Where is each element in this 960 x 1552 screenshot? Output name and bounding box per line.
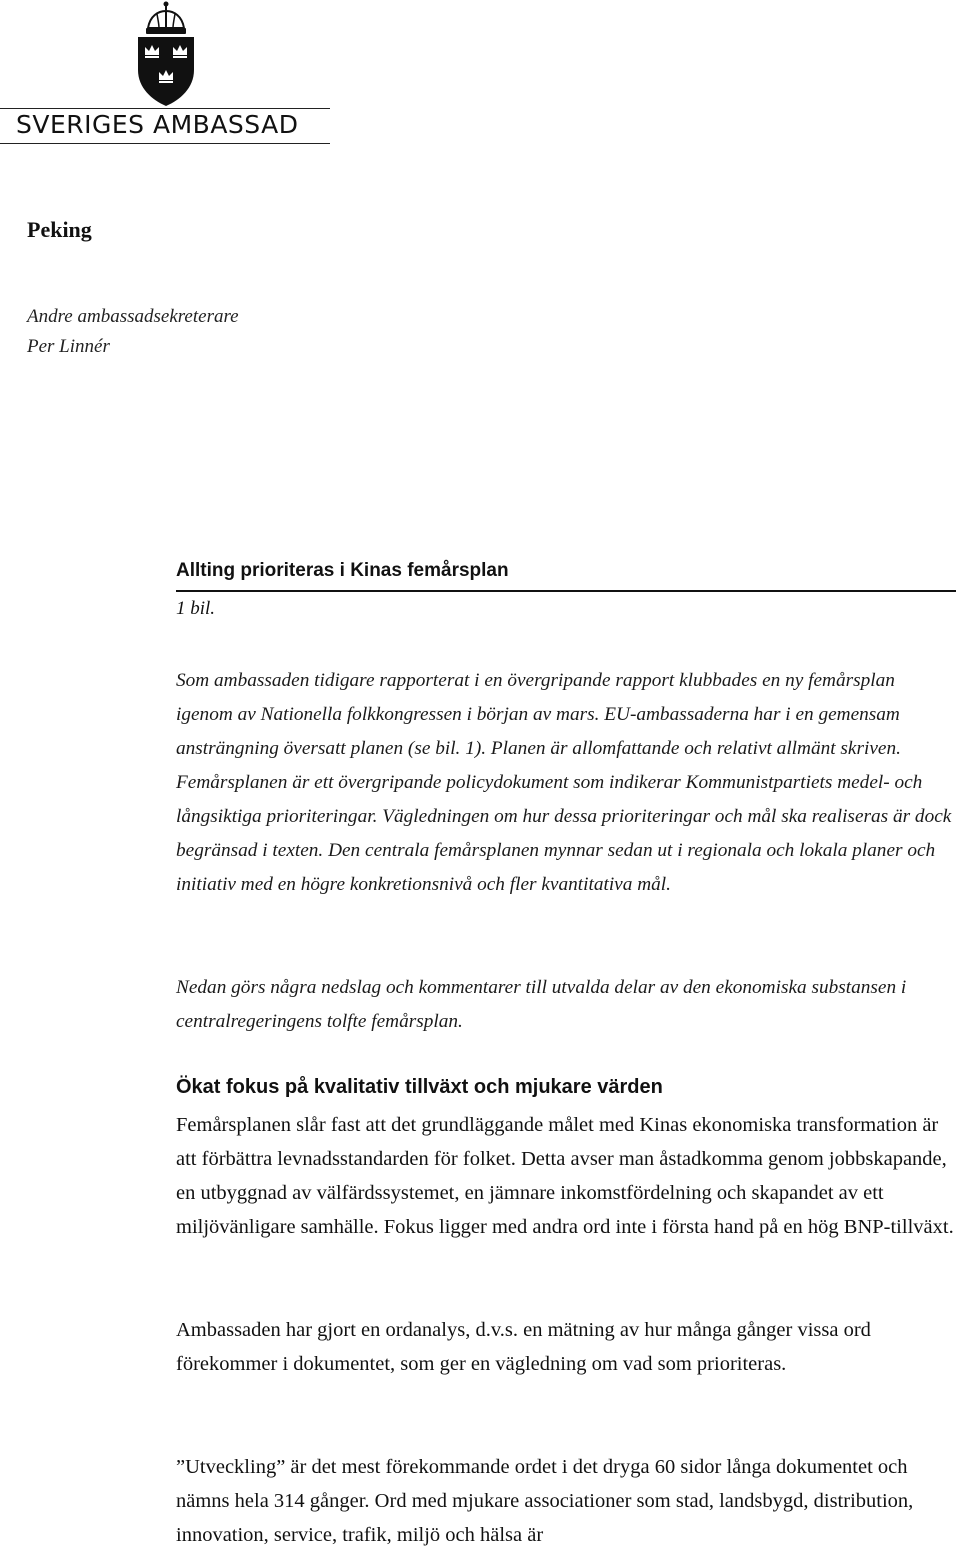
- letterhead-top-rule: [0, 108, 330, 109]
- title-underline: [176, 590, 956, 592]
- overview-paragraph: Nedan görs några nedslag och kommentarer till utvalda delar av den ekonomiska substansen i centralregeringens tolfte femårsplan.: [176, 977, 907, 1032]
- intro-paragraph: Som ambassaden tidigare rapporterat i en övergripande rapport klubbades en ny femårsplan igenom av Nationella folkkongressen i början av mars. EU-ambassaderna har i en gemensam ansträngning översatt planen (se bil. 1). Planen är allomfattande och relativt allmänt skriven. Femårsplanen är ett övergripande policydokument som indikerar Kommunistpartiets medel- och långsiktiga prioriteringar. Vägledningen om hur dessa prioriteringar och mål ska realiseras är dock begränsad i texten. Den centrala femårsplanen mynnar sedan ut i regionala och lokala planer och initiativ med en högre konkretionsnivå och fler kvantitativa mål.: [176, 670, 952, 895]
- document-title: Allting prioriteras i Kinas femårsplan: [176, 560, 509, 581]
- section-paragraph-1: Femårsplanen slår fast att det grundläggande målet med Kinas ekonomiska transformation är att förbättra levnadsstandarden för folket. Detta avser man åstadkomma genom jobbskapande, en utbyggnad av välfärdssystemet, en jämnare inkomstfördelning och skapandet av ett miljövänligare samhälle. Fokus ligger med andra ord inte i första hand på en hög BNP-tillväxt.: [176, 1114, 954, 1238]
- location-heading: Peking: [27, 217, 92, 242]
- section-paragraph-2: Ambassaden har gjort en ordanalys, d.v.s. en mätning av hur många gånger vissa ord förekommer i dokumentet, som ger en vägledning om vad som prioriteras.: [176, 1319, 871, 1375]
- sender-role: Andre ambassadsekreterare: [27, 306, 239, 327]
- section-heading: Ökat fokus på kvalitativ tillväxt och mjukare värden: [176, 1076, 663, 1098]
- sender-block: [27, 302, 239, 362]
- attachment-note: 1 bil.: [176, 598, 216, 619]
- swedish-crown-three-crowns-shield-icon: [128, 0, 204, 108]
- letterhead-bottom-rule: [0, 143, 330, 144]
- organisation-name: SVERIGES AMBASSAD: [16, 110, 299, 139]
- section-paragraph-3: ”Utveckling” är det mest förekommande ordet i det dryga 60 sidor långa dokumentet och nämns hela 314 gånger. Ord med mjukare associationer som stad, landsbygd, distribution, innovation, service, trafik, miljö och hälsa är: [176, 1456, 914, 1546]
- sender-name: Per Linnér: [27, 336, 110, 357]
